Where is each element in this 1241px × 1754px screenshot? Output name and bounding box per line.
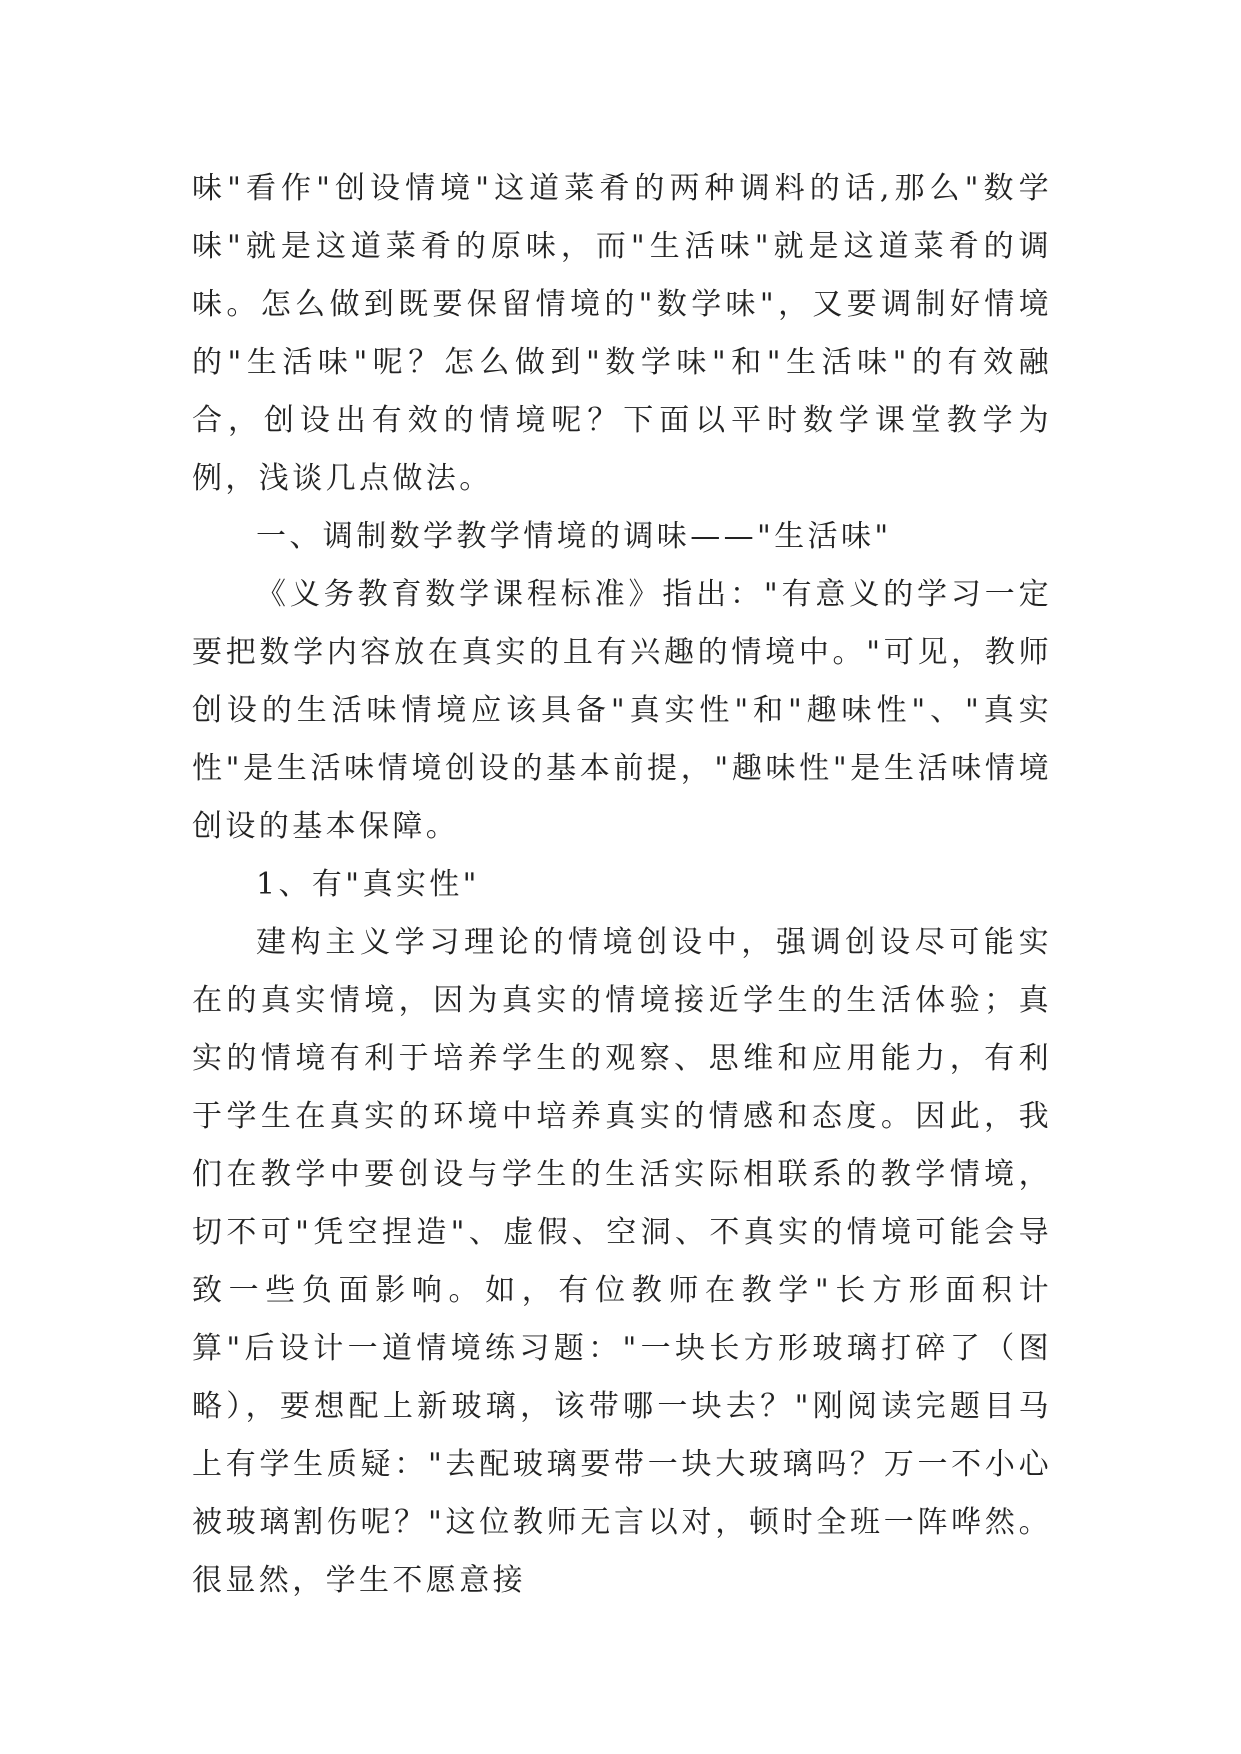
body-text <box>192 160 1052 1610</box>
paragraph-continued: 味"看作"创设情境"这道菜肴的两种调料的话,那么"数学味"就是这道菜肴的原味，而"生活味"就是这道菜肴的调味。怎么做到既要保留情境的"数学味"，又要调制好情境的"生活味"呢？怎么做到"数学味"和"生活味"的有效融合，创设出有效的情境呢？下面以平时数学课堂教学为例，浅谈几点做法。 <box>192 171 1052 496</box>
subheading-authenticity: 1、有"真实性" <box>256 867 480 902</box>
section-heading-one: 一、调制数学教学情境的调味——"生活味" <box>256 519 892 554</box>
paragraph-curriculum-standard: 《义务教育数学课程标准》指出："有意义的学习一定要把数学内容放在真实的且有兴趣的情境中。"可见，教师创设的生活味情境应该具备"真实性"和"趣味性"、"真实性"是生活味情境创设的基本前提，"趣味性"是生活味情境创设的基本保障。 <box>192 577 1052 844</box>
paragraph-constructivism: 建构主义学习理论的情境创设中，强调创设尽可能实在的真实情境，因为真实的情境接近学生的生活体验；真实的情境有利于培养学生的观察、思维和应用能力，有利于学生在真实的环境中培养真实的情感和态度。因此，我们在教学中要创设与学生的生活实际相联系的教学情境，切不可"凭空捏造"、虚假、空洞、不真实的情境可能会导致一些负面影响。如，有位教师在教学"长方形面积计算"后设计一道情境练习题："一块长方形玻璃打碎了（图略），要想配上新玻璃，该带哪一块去？"刚阅读完题目马上有学生质疑："去配玻璃要带一块大玻璃吗？万一不小心被玻璃割伤呢？"这位教师无言以对，顿时全班一阵哗然。很显然，学生不愿意接 <box>192 925 1052 1598</box>
